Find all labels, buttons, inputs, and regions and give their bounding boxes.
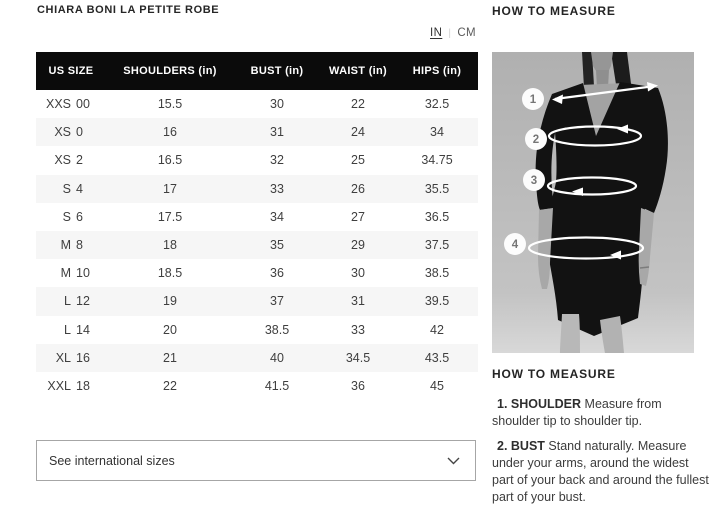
- cell-bust: 30: [270, 97, 284, 112]
- table-row: [36, 259, 478, 287]
- cell-shoulders: 20: [163, 322, 177, 337]
- dropdown-label: See international sizes: [49, 453, 175, 468]
- measure-step-shoulder: [492, 396, 710, 430]
- cell-waist: 22: [351, 97, 365, 112]
- us-size-number: 6: [76, 209, 83, 224]
- us-size-letter: M: [60, 238, 71, 253]
- international-sizes-dropdown[interactable]: [36, 440, 476, 481]
- us-size-letter: L: [64, 294, 71, 309]
- svg-text:4: 4: [511, 239, 519, 251]
- cell-shoulders: 19: [163, 294, 177, 309]
- table-row: [36, 175, 478, 203]
- us-size-number: 16: [76, 350, 90, 365]
- table-row: [36, 287, 478, 315]
- us-size-number: 18: [76, 378, 90, 393]
- unit-cm-button[interactable]: CM: [457, 27, 476, 39]
- cell-shoulders: 18: [163, 238, 177, 253]
- cell-hips: 32.5: [424, 97, 450, 112]
- us-size-number: 14: [76, 322, 90, 337]
- cell-hips: 36.5: [424, 209, 450, 224]
- cell-shoulders: 16.5: [157, 153, 183, 168]
- unit-separator: |: [448, 27, 452, 39]
- cell-waist: 34.5: [345, 350, 371, 365]
- svg-text:3: 3: [530, 175, 538, 187]
- cell-waist: 27: [351, 209, 365, 224]
- unit-in-button[interactable]: IN: [430, 27, 443, 39]
- measurement-model-photo: [492, 52, 694, 353]
- cell-waist: 31: [351, 294, 365, 309]
- us-size-letter: L: [64, 322, 71, 337]
- us-size-letter: M: [60, 266, 71, 281]
- cell-shoulders: 16: [163, 125, 177, 140]
- cell-shoulders: 22: [163, 378, 177, 393]
- cell-hips: 34.75: [421, 153, 453, 168]
- cell-waist: 30: [351, 266, 365, 281]
- us-size-letter: S: [62, 209, 71, 224]
- cell-bust: 32: [270, 153, 284, 168]
- cell-hips: 35.5: [424, 181, 450, 196]
- unit-toggle: [430, 27, 476, 39]
- table-row: [36, 90, 478, 118]
- cell-bust: 41.5: [264, 378, 290, 393]
- table-row: [36, 372, 478, 400]
- chevron-down-icon: [447, 457, 460, 465]
- cell-bust: 35: [270, 238, 284, 253]
- cell-hips: 34: [430, 125, 444, 140]
- us-size-number: 4: [76, 181, 83, 196]
- us-size-letter: XS: [54, 125, 71, 140]
- cell-hips: 43.5: [424, 350, 450, 365]
- col-us-size: US SIZE: [48, 65, 94, 77]
- cell-bust: 40: [270, 350, 284, 365]
- step-label: 2. BUST: [497, 439, 545, 453]
- table-row: [36, 316, 478, 344]
- col-shoulders: SHOULDERS (in): [123, 65, 217, 77]
- size-table: [36, 52, 478, 400]
- table-row: [36, 203, 478, 231]
- table-row: [36, 344, 478, 372]
- cell-bust: 34: [270, 209, 284, 224]
- us-size-number: 2: [76, 153, 83, 168]
- cell-waist: 33: [351, 322, 365, 337]
- cell-hips: 42: [430, 322, 444, 337]
- svg-text:1: 1: [529, 94, 537, 106]
- how-to-measure-section-heading: HOW TO MEASURE: [492, 367, 616, 381]
- us-size-letter: S: [62, 181, 71, 196]
- svg-text:2: 2: [532, 134, 540, 146]
- cell-waist: 25: [351, 153, 365, 168]
- cell-bust: 31: [270, 125, 284, 140]
- step-label: 1. SHOULDER: [497, 397, 582, 411]
- col-hips: HIPS (in): [412, 65, 462, 77]
- cell-hips: 37.5: [424, 238, 450, 253]
- us-size-letter: XL: [55, 350, 71, 365]
- how-to-measure-heading: HOW TO MEASURE: [492, 4, 616, 18]
- cell-bust: 33: [270, 181, 284, 196]
- us-size-letter: XXS: [45, 97, 71, 112]
- step-text: Stand naturally. Measure under your arms, around the widest part of your back and around the fullest part of your bust.: [492, 439, 709, 504]
- us-size-letter: XS: [54, 153, 71, 168]
- cell-shoulders: 17: [163, 181, 177, 196]
- us-size-number: 8: [76, 238, 83, 253]
- size-chart-panel: [36, 0, 478, 499]
- cell-hips: 38.5: [424, 266, 450, 281]
- table-row: [36, 146, 478, 174]
- table-header-row: [36, 52, 478, 90]
- col-waist: WAIST (in): [329, 65, 387, 77]
- cell-shoulders: 17.5: [157, 209, 183, 224]
- cell-bust: 36: [270, 266, 284, 281]
- cell-waist: 29: [351, 238, 365, 253]
- us-size-number: 00: [76, 97, 90, 112]
- page-title: CHIARA BONI LA PETITE ROBE: [37, 4, 220, 16]
- cell-waist: 24: [351, 125, 365, 140]
- table-row: [36, 231, 478, 259]
- cell-hips: 45: [430, 378, 444, 393]
- cell-waist: 36: [351, 378, 365, 393]
- cell-bust: 38.5: [264, 322, 290, 337]
- cell-shoulders: 15.5: [157, 97, 183, 112]
- us-size-number: 12: [76, 294, 90, 309]
- cell-waist: 26: [351, 181, 365, 196]
- measure-step-bust: [492, 438, 710, 506]
- table-body: [36, 90, 478, 400]
- cell-shoulders: 18.5: [157, 266, 183, 281]
- cell-hips: 39.5: [424, 294, 450, 309]
- table-row: [36, 118, 478, 146]
- cell-bust: 37: [270, 294, 284, 309]
- us-size-number: 0: [76, 125, 83, 140]
- col-bust: BUST (in): [250, 65, 304, 77]
- us-size-number: 10: [76, 266, 90, 281]
- how-to-measure-panel: [492, 0, 710, 504]
- step-text: Measure from shoulder tip to shoulder tip.: [492, 397, 662, 428]
- cell-shoulders: 21: [163, 350, 177, 365]
- us-size-letter: XXL: [47, 378, 71, 393]
